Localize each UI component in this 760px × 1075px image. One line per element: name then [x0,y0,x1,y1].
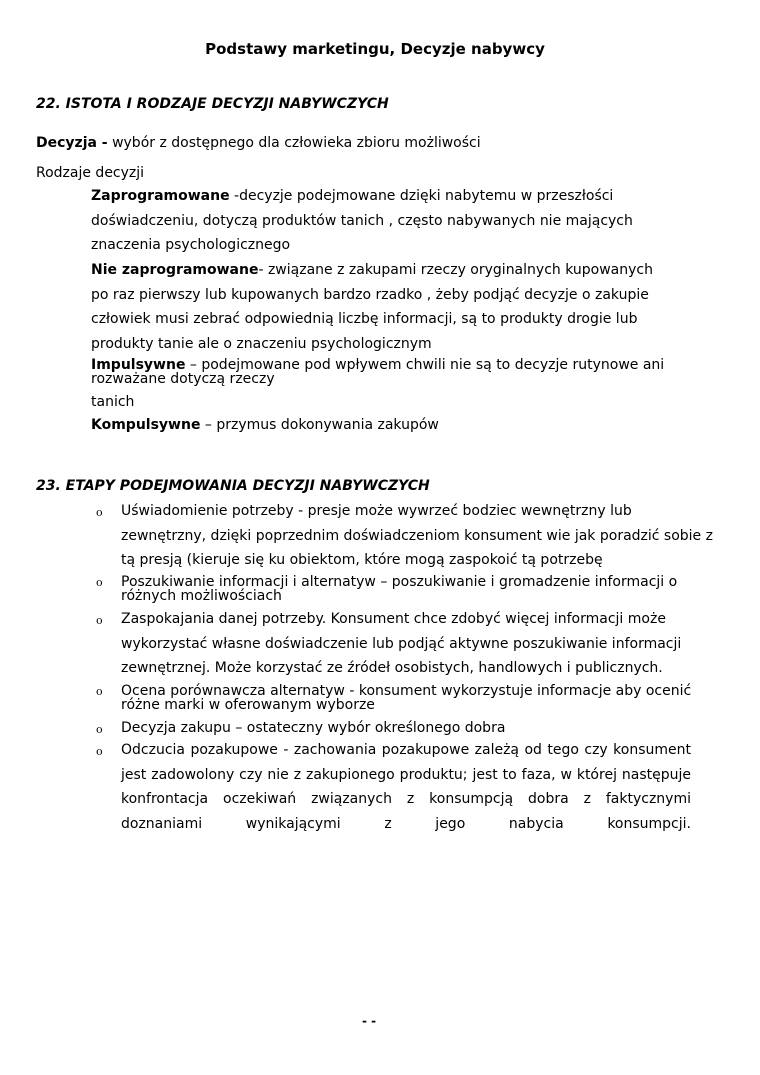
types-label: Rodzaje decyzji [36,165,145,181]
page-footer: - - [362,1014,377,1028]
stage-item: Poszukiwanie informacji i alternatyw – poszukiwanie i gromadzenie informacji o różnych możliwościach [121,574,678,604]
type-item-impulsive [91,358,691,386]
definition-paragraph [36,131,481,156]
bullet-marker: o [96,745,103,758]
type-item-programmed [91,184,671,258]
document-title: Podstawy marketingu, Decyzje nabywcy [205,40,545,58]
type-text: – przymus dokonywania zakupów [200,417,439,433]
type-term: Kompulsywne [91,417,201,433]
definition-term: Decyzja - [36,135,108,151]
section-22-heading: 22. ISTOTA I RODZAJE DECYZJI NABYWCZYCH [36,96,389,112]
stage-item: Uświadomienie potrzeby - presje może wywrzeć bodziec wewnętrzny lub zewnętrzny, dzięki poprzednim doświadczeniom konsument wie jak poradzić sobie z tą presją (kieruje się ku obiektom, które mogą zaspokoić tą potrzebę [121,503,713,568]
type-text: -decyzje podejmowane dzięki nabytemu w przeszłości doświadczeniu, dotyczą produktów tanich , często nabywanych nie mających znaczenia psychologicznego [91,188,633,253]
stage-item: Zaspokajania danej potrzeby. Konsument chce zdobyć więcej informacji może wykorzystać własne doświadczenie lub podjąć aktywne poszukiwanie informacji zewnętrznej. Może korzystać ze źródeł osobistych, handlowych i publicznych. [121,611,682,676]
definition-text: wybór z dostępnego dla człowieka zbioru możliwości [107,135,481,151]
bullet-marker: o [96,723,103,736]
section-23-heading: 23. ETAPY PODEJMOWANIA DECYZJI NABYWCZYCH [36,478,430,494]
bullet-marker: o [96,576,103,589]
type-term: Zaprogramowane [91,188,230,204]
type-text: – podejmowane pod wpływem chwili nie są to decyzje rutynowe ani rozważane dotyczą rzeczy [91,357,665,387]
stage-item: Decyzja zakupu – ostateczny wybór określonego dobra [121,720,506,736]
type-item-compulsive [91,413,439,438]
type-term: Nie zaprogramowane [91,262,259,278]
type-item-non-programmed [91,258,671,356]
stage-item: Ocena porównawcza alternatyw - konsument wykorzystuje informacje aby ocenić różne marki w oferowanym wyborze [121,683,692,713]
stage-item: Odczucia pozakupowe - zachowania pozakupowe zależą od tego czy konsument jest zadowolony czy nie z zakupionego produktu; jest to faza, w której następuje konfrontacja oczekiwań związanych z konsumpcją dobra z faktycznymi doznaniami wynikającymi z jego nabycia konsumpcji. [121,742,691,832]
bullet-marker: o [96,506,103,519]
bullet-marker: o [96,685,103,698]
bullet-marker: o [96,614,103,627]
type-text: - związane z zakupami rzeczy oryginalnych kupowanych po raz pierwszy lub kupowanych bardzo rzadko , żeby podjąć decyzje o zakupie człowiek musi zebrać odpowiednią liczbę informacji, są to produkty drogie lub produkty tanie ale o znaczeniu psychologicznym [91,262,653,352]
type-item-impulsive-continuation: tanich [91,394,135,410]
type-term: Impulsywne [91,357,186,373]
